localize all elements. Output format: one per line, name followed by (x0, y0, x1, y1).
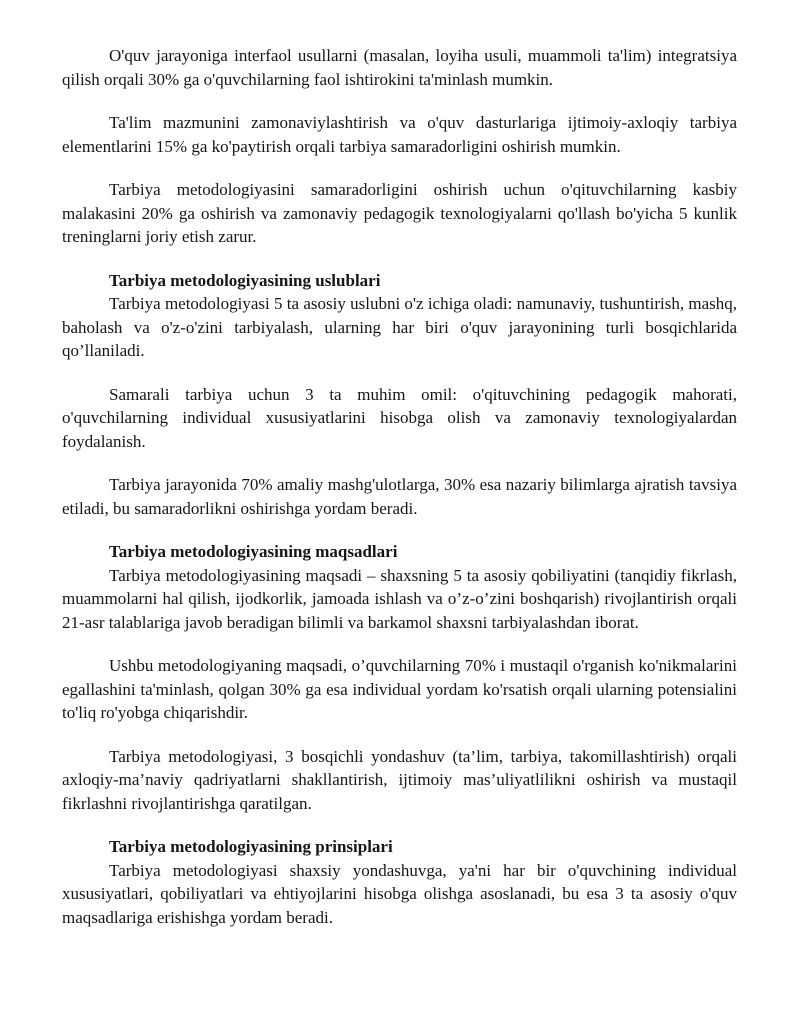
paragraph: Ta'lim mazmunini zamonaviylashtirish va o'quv dasturlariga ijtimoiy-axloqiy tarbiya elementlarini 15% ga ko'paytirish orqali tarbiya samaradorligini oshirish mumkin. (62, 113, 737, 156)
paragraph: Ushbu metodologiyaning maqsadi, o’quvchilarning 70% i mustaqil o'rganish ko'nikmalarini egallashini ta'minlash, qolgan 30% ga esa individual yordam ko'rsatish orqali ularning potensialini to'liq ro'yobga chiqarishdir. (62, 656, 737, 722)
paragraph: Tarbiya metodologiyasining maqsadi – shaxsning 5 ta asosiy qobiliyatini (tanqidiy fikrlash, muammolarni hal qilish, ijodkorlik, jamoada ishlash va o’z-o’zini boshqarish) rivojlantirish orqali 21-asr talablariga javob beradigan bilimli va barkamol shaxsni tarbiyalashdan iborat. (62, 565, 737, 632)
section-heading-uslublari: Tarbiya metodologiyasining uslublari (109, 270, 381, 290)
paragraph: O'quv jarayoniga interfaol usullarni (masalan, loyiha usuli, muammoli ta'lim) integratsiya qilish orqali 30% ga o'quvchilarning faol ishtirokini ta'minlash mumkin. (62, 46, 737, 89)
paragraph: Tarbiya metodologiyasi, 3 bosqichli yondashuv (ta’lim, tarbiya, takomillashtirish) orqali axloqiy-ma’naviy qadriyatlarni shakllantirish, ijtimoiy mas’uliyatlilikni oshirish va mustaqil fikrlashni rivojlantirishga qaratilgan. (62, 746, 737, 813)
section-heading-prinsiplari: Tarbiya metodologiyasining prinsiplari (109, 837, 393, 856)
paragraph: Samarali tarbiya uchun 3 ta muhim omil: o'qituvchining pedagogik mahorati, o'quvchilarning individual xususiyatlarini hisobga olish va zamonaviy texnologiyalardan foydalanish. (62, 384, 737, 451)
paragraph: Tarbiya metodologiyasi shaxsiy yondashuvga, ya'ni har bir o'quvchining individual xususiyatlari, qobiliyatlari va ehtiyojlarini hisobga olishga asoslanadi, bu esa 3 ta asosiy o'quv maqsadlariga erishishga yordam beradi. (62, 860, 737, 927)
paragraph: Tarbiya metodologiyasi 5 ta asosiy uslubni o'z ichiga oladi: namunaviy, tushuntirish, mashq, baholash va o'z-o'zini tarbiyalash, ularning har biri o'quv jarayonining turli bosqichlarida qo’llaniladi. (62, 294, 737, 360)
paragraph: Tarbiya metodologiyasini samaradorligini oshirish uchun o'qituvchilarning kasbiy malakasini 20% ga oshirish va zamonaviy pedagogik texnologiyalarni qo'llash bo'yicha 5 kunlik treninglarni joriy etish zarur. (62, 180, 737, 246)
paragraph: Tarbiya jarayonida 70% amaliy mashg'ulotlarga, 30% esa nazariy bilimlarga ajratish tavsiya etiladi, bu samaradorlikni oshirishga yordam beradi. (62, 475, 737, 518)
section-heading-maqsadlari: Tarbiya metodologiyasining maqsadlari (109, 542, 398, 561)
